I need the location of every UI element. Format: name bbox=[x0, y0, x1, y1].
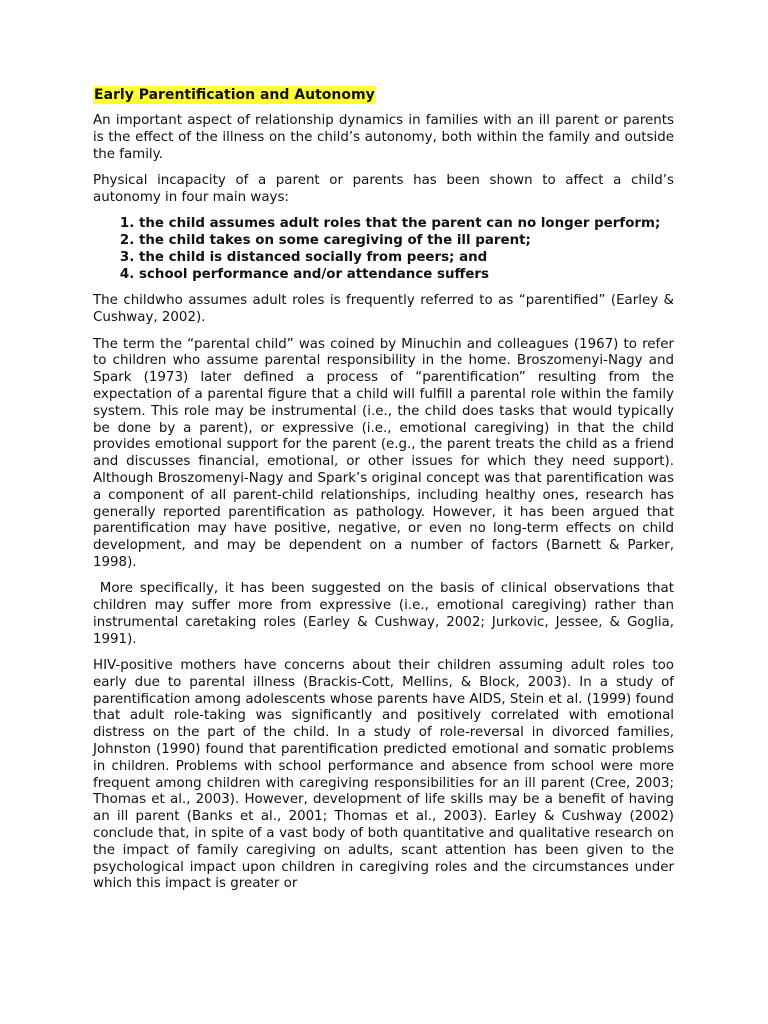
parental-child-paragraph: The term the “parental child” was coined by Minuchin and colleagues (1967) to refer to children who assume parental responsibility in the home. Broszomenyi-Nagy and Spark (1973) later defined a process of “parentification” resulting from the expectation of a parental figure that a child will fulfill a parental role within the family system. This role may be instrumental (i.e., the child does tasks that would typically be done by a parent), or expressive (i.e., emotional caregiving) in that the child provides emotional support for the parent (e.g., the parent treats the child as a friend and discusses financial, emotional, or other issues for which they need support). Although Broszomenyi-Nagy and Spark’s original concept was that parentification was a component of all parent-child relationships, including healthy ones, research has generally reported parentification as pathology. However, it has been argued that parentification may have positive, negative, or even no long-term effects on child development, and may be dependent on a number of factors (Barnett & Parker, 1998). bbox=[93, 336, 674, 570]
expressive-roles-paragraph: More specifically, it has been suggested on the basis of clinical observations that children may suffer more from expressive (i.e., emotional caregiving) rather than instrumental caretaking roles (Earley & Cushway, 2002; Jurkovic, Jessee, & Goglia, 1991). bbox=[93, 581, 679, 647]
autonomy-ways-list bbox=[93, 216, 674, 283]
ways-intro-paragraph: Physical incapacity of a parent or parents has been shown to affect a child’s autonomy in four main ways: bbox=[93, 172, 674, 205]
parentified-paragraph: The childwho assumes adult roles is frequently referred to as “parentified” (Earley & Cushway, 2002). bbox=[93, 293, 674, 326]
section-heading: Early Parentification and Autonomy bbox=[94, 87, 375, 103]
hiv-mothers-paragraph: HIV-positive mothers have concerns about their children assuming adult roles too early due to parental illness (Brackis-Cott, Mellins, & Block, 2003). In a study of parentification among adolescents whose parents have AIDS, Stein et al. (1999) found that adult role-taking was significantly and positively correlated with emotional distress on the part of the child. In a study of role-reversal in divorced families, Johnston (1990) found that parentification predicted emotional and somatic problems in children. Problems with school performance and absence from school were more frequent among children with caregiving responsibilities for an ill parent (Cree, 2003; Thomas et al., 2003). However, development of life skills may be a benefit of having an ill parent (Banks et al., 2001; Thomas et al., 2003). Earley & Cushway (2002) conclude that, in spite of a vast body of both quantitative and qualitative research on the impact of family caregiving on adults, scant attention has been given to the psychological impact upon children in caregiving roles and the circumstances under which this impact is greater or bbox=[93, 658, 674, 892]
list-item: 1. the child assumes adult roles that the parent can no longer perform; bbox=[139, 216, 674, 233]
intro-paragraph: An important aspect of relationship dynamics in families with an ill parent or parents is the effect of the illness on the child’s autonomy, both within the family and outside the family. bbox=[93, 113, 674, 162]
list-item: 3. the child is distanced socially from peers; and bbox=[139, 250, 674, 267]
list-item: 2. the child takes on some caregiving of the ill parent; bbox=[139, 233, 674, 250]
document-page bbox=[93, 86, 679, 903]
list-item: 4. school performance and/or attendance suffers bbox=[139, 267, 674, 284]
